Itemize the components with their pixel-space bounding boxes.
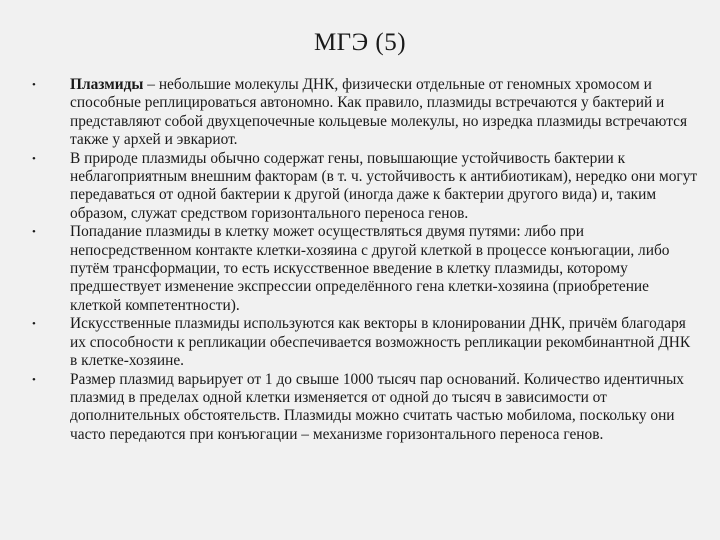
bullet-list	[26, 76, 698, 444]
slide-title: МГЭ (5)	[313, 29, 407, 56]
bullet-dot-icon: •	[32, 79, 36, 91]
bullet-dot-icon: •	[32, 152, 36, 165]
bullet-item-plasmids	[26, 76, 698, 150]
bullet-text: Искусственные плазмиды используются как векторы в клонировании ДНК, причём благодаря их способности к репликации обеспечивается возможность репликации рекомбинантной ДНК в клетке-хозяине.	[70, 315, 691, 370]
bullet-text: – небольшие молекулы ДНК, физически отдельные от геномных хромосом и способные реплицироваться автономно. Как правило, плазмиды встречаются у бактерий и представляют собой двухцепочечные кольцевые молекулы, но изредка плазмиды встречаются также у архей и эвкариот.	[70, 76, 688, 149]
bullet-item-size	[26, 371, 698, 445]
bullet-text: В природе плазмиды обычно содержат гены, повышающие устойчивость бактерии к неблагоприятным внешним факторам (в т. ч. устойчивость к антибиотикам), нередко они могут передаваться от одной бактерии к другой (иногда даже к бактерии другого вида) и, таким образом, служат средством горизонтального переноса генов.	[70, 149, 698, 222]
bullet-text: Размер плазмид варьирует от 1 до свыше 1000 тысяч пар оснований. Количество идентичных плазмид в пределах одной клетки изменяется от одной до тысяч в зависимости от дополнительных обстоятельств. Плазмиды можно считать частью мобилома, поскольку они часто передаются при конъюгации – механизме горизонтального переноса генов.	[70, 370, 684, 443]
bullet-item-artificial	[26, 315, 698, 370]
bullet-text: Попадание плазмиды в клетку может осуществляться двумя путями: либо при непосредственном контакте клетки-хозяина с другой клеткой в процессе конъюгации, либо путём трансформации, то есть искусственное введение в клетку плазмиды, которому предшествует изменение экспрессии определённого гена клетки-хозяина (приобретение клеткой компетентности).	[70, 223, 670, 314]
bullet-dot-icon: •	[32, 318, 36, 331]
bullet-item-nature	[26, 150, 698, 224]
bullet-dot-icon: •	[32, 373, 36, 386]
bullet-dot-icon: •	[32, 226, 36, 239]
bullet-item-entry	[26, 223, 698, 315]
term-plasmids: Плазмиды	[70, 76, 144, 93]
